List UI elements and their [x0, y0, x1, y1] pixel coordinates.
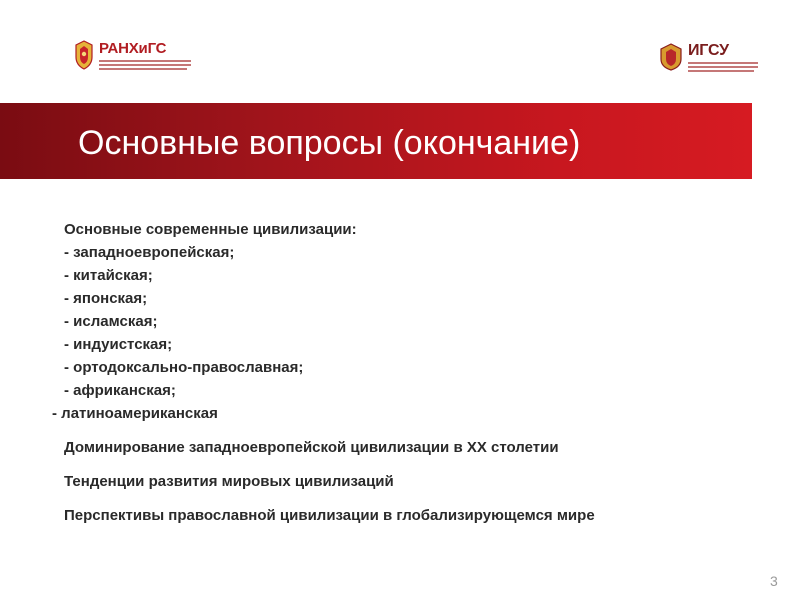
ranepa-crest-icon [74, 40, 94, 70]
slide-content [52, 218, 744, 527]
list-item: - западноевропейская; [64, 244, 235, 261]
civilizations-heading: Основные современные цивилизации: [64, 221, 357, 238]
slide-title: Основные вопросы (окончание) [78, 124, 581, 162]
point-orthodox-prospects: Перспективы православной цивилизации в глобализирующемся мире [64, 507, 595, 524]
list-item: - японская; [64, 290, 148, 307]
list-item: - африканская; [64, 382, 176, 399]
igsu-crest-icon [658, 43, 684, 71]
list-item: - ортодоксально-православная; [64, 359, 304, 376]
civilizations-list [52, 241, 744, 425]
igsu-logo-name: ИГСУ [688, 41, 729, 59]
title-banner [0, 103, 752, 179]
point-trends: Тенденции развития мировых цивилизаций [64, 473, 394, 490]
ranepa-logo-name: РАНХиГС [99, 39, 167, 57]
ranepa-logo [74, 38, 191, 72]
igsu-logo [658, 40, 758, 74]
igsu-logo-subtitle [688, 60, 758, 72]
list-item: - исламская; [64, 313, 158, 330]
list-item: - латиноамериканская [52, 405, 218, 422]
point-dominance: Доминирование западноевропейской цивилизации в XX столетии [64, 439, 559, 456]
list-item: - индуистская; [64, 336, 173, 353]
page-number: 3 [770, 573, 778, 589]
ranepa-logo-subtitle [99, 58, 191, 70]
list-item: - китайская; [64, 267, 153, 284]
